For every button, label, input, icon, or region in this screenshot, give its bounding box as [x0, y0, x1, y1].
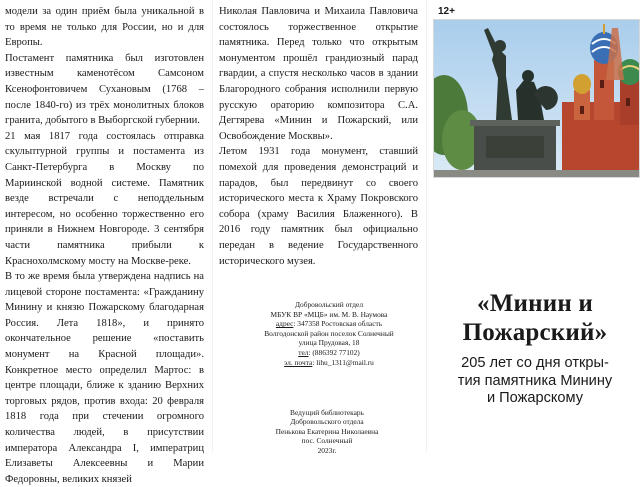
address-label: адрес — [275, 319, 294, 329]
signature-place: пос. Солнечный — [301, 436, 353, 446]
brochure-subtitle — [430, 355, 640, 408]
cathedral-tower — [574, 90, 590, 120]
signature-year: 2023г. — [317, 445, 337, 455]
compiler-signature — [247, 408, 407, 455]
dome-spire — [603, 24, 605, 34]
email-value: : lihu_1311@mail.ru — [312, 357, 374, 367]
brochure-title — [430, 289, 640, 347]
signature-role: Ведущий библиотекарь — [290, 408, 364, 417]
left-text-column — [5, 4, 204, 487]
org-email — [247, 358, 411, 368]
address-value: : 347358 Ростовская область — [293, 319, 383, 329]
middle-text-column — [219, 4, 418, 269]
email-label: эл. почта — [284, 357, 313, 367]
org-address-line2: Волгодонской район поселок Солнечный — [264, 328, 394, 338]
square-ground — [434, 170, 640, 178]
bas-relief — [486, 136, 544, 158]
phone-label: тел — [298, 347, 309, 357]
middle-paragraph-1: Николая Павловича и Михаила Павловича состоялось торжественное открытие памятника. Перед только что открытым монументом прошёл грандиозный парад гвардии, а спустя несколько часов в здании Благородного собрания исполнили первую русскую ораторию композитора С.А. Дегтярева «Минин и Пожарский, или Освобождение Москвы». — [219, 6, 418, 142]
fold-line-2 — [426, 0, 427, 452]
subtitle-line-3: и Пожарскому — [486, 390, 584, 406]
fold-line-1 — [212, 0, 213, 452]
signature-department: Добровольского отдела — [290, 417, 364, 427]
pedestal-cornice — [470, 120, 560, 126]
signature-author: Пенькова Екатерина Николаевна — [275, 426, 379, 436]
subtitle-line-1: 205 лет со дня откры- — [461, 355, 609, 371]
org-name-line1: Добровольский отдел — [294, 300, 364, 309]
pozharsky-head — [522, 70, 534, 82]
minin-head — [494, 40, 506, 52]
subtitle-line-2: тия памятника Минину — [457, 372, 613, 389]
left-paragraph-2: Постамент памятника был изготовлен известным каменотёсом Самсоном Ксенофонтовичем Сухановым (1768 – после 1840-го) из трёх монолитных блоков гранита, добытого в Выборгской губернии. — [5, 52, 204, 127]
left-paragraph-1: модели за один приём была уникальной в то время не только для России, но и для Европы. — [5, 6, 204, 49]
window — [600, 80, 604, 88]
left-paragraph-3: 21 мая 1817 года состоялась отправка скульптурной группы и постамента из Санкт-Петербурга в Москву по Мариинской водной системе. Памятник везде встречали с неподдельным интересом, но особенно торжественно его приняли в Нижнем Новгороде. 3 сентября части памятника прибыли к Краснохолмскому мосту на Москве-реке. — [5, 130, 204, 267]
left-paragraph-4: В то же время была утверждена надпись на лицевой стороне постамента: «Гражданину Минину и князю Пожарскому благодарная Россия. Лета 1818», и принято окончательное решение «поставить монумент на Красной площади». Конкретное место определил Мартос: в центре площади, ближе к зданию Верхних торговых рядов, против входа: 20 февраля 1818 года при стечении огромного количества людей, в присутствии императора Александра I, императриц Елизаветы Алексеевны и Марии Федоровны, великих князей — [5, 271, 204, 485]
phone-value: : (886392 77102) — [308, 347, 360, 357]
gold-dome — [573, 74, 591, 94]
window — [580, 106, 584, 114]
org-address-line3: улица Прудовая, 18 — [298, 338, 360, 348]
organization-info — [247, 300, 411, 367]
age-rating-badge: 12+ — [438, 6, 455, 17]
org-address-line1 — [247, 319, 411, 329]
org-phone — [247, 348, 411, 358]
window — [626, 98, 630, 106]
monument-photo — [433, 19, 640, 178]
title-line-2: Пожарский» — [462, 319, 608, 346]
title-line-1: «Минин и — [477, 290, 593, 317]
org-name-line2: МБУК ВР «МЦБ» им. М. В. Наумова — [270, 309, 388, 319]
middle-paragraph-2: Летом 1931 года монумент, ставший помехой для проведения демонстраций и парадов, был передвинут со своего исторического места к Храму Покровского собора (храму Василия Блаженного). В 2016 году памятник был официально передан в ведение Государственного исторического музея. — [219, 146, 418, 267]
